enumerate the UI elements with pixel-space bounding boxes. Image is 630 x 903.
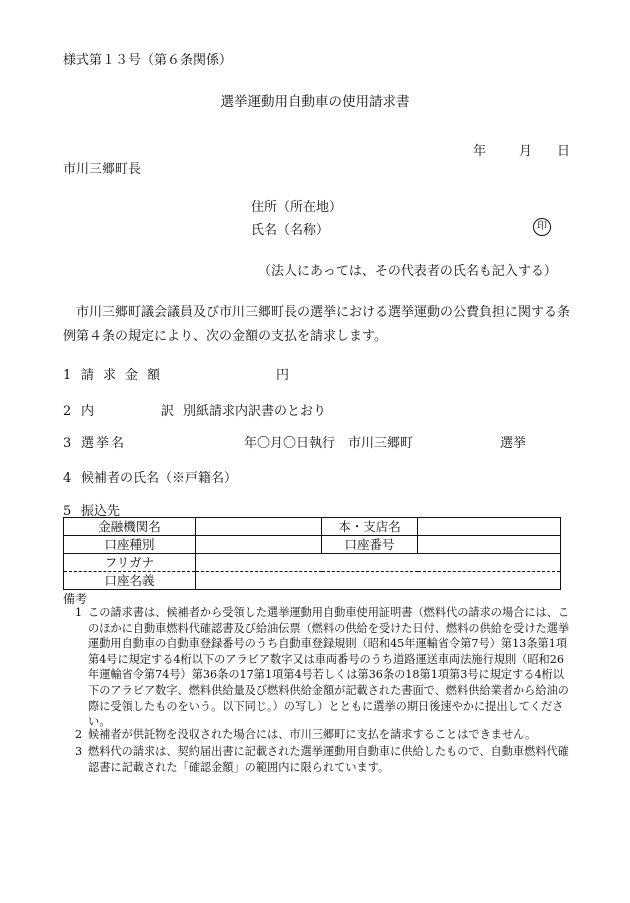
bank-name-cell[interactable]	[196, 518, 322, 536]
table-row	[64, 536, 561, 554]
branch-header: 本・支店名	[322, 518, 418, 536]
request-statement-text: 市川三郷町議会議員及び市川三郷町長の選挙における選挙運動の公費負担に関する条例第４条の規定により、次の金額の支払を請求します。	[63, 305, 571, 344]
item-candidate	[63, 467, 237, 486]
bank-transfer-table	[63, 517, 561, 590]
account-type-cell[interactable]	[196, 536, 322, 554]
item-number: 2	[63, 404, 72, 419]
item-amount-label: 請求金額	[81, 368, 170, 383]
table-row	[64, 518, 561, 536]
document-title: 選挙運動用自動車の使用請求書	[220, 94, 410, 110]
remark-item	[75, 605, 575, 730]
remark-number: 3	[75, 745, 83, 758]
item-amount	[63, 364, 289, 383]
date-line	[473, 140, 570, 159]
remark-text: この請求書は、候補者から受領した選挙運動用自動車使用証明書（燃料代の請求の場合には、このほかに自動車燃料代確認書及び給油伝票（燃料の供給を受けた日付、燃料の供給を受けた選挙運動用自動車の自動車登録番号のうち自動車登録規則（昭和45年運輸省令第7号）第13条第1項第4号に規定する4桁以下のアラビア数字又は車両番号のうち道路運送車両法施行規則（昭和26年運輸省令第74号）第36条の17第1項第4号若しくは第36条の18第1項第3号に規定する4桁以下のアラビア数字、燃料供給量及び燃料供給金額が記載された書面で、燃料供給業者から給油の際に受領したものをいう。以下同じ。）の写し）とともに選挙の期日後速やかに提出してください。	[88, 606, 570, 729]
account-holder-header: 口座名義	[64, 572, 196, 590]
name-label: 氏名（名称）	[251, 223, 330, 238]
item-election	[63, 432, 526, 451]
form-number: 様式第１３号（第６条関係）	[63, 53, 233, 68]
date-year-label: 年	[473, 144, 487, 159]
remark-number: 2	[75, 728, 83, 741]
date-day-label: 日	[557, 144, 571, 159]
item-election-municipality: 市川三郷町	[348, 436, 414, 451]
seal-mark: 印	[533, 218, 551, 236]
remark-item	[75, 727, 575, 743]
addressee: 市川三郷町長	[63, 162, 142, 177]
address-label: 住所（所在地）	[251, 200, 343, 215]
item-election-date: 年〇月〇日執行	[244, 436, 336, 451]
item-breakdown-label-a: 内	[81, 404, 95, 419]
bank-name-header: 金融機関名	[64, 518, 196, 536]
item-election-label: 選挙名	[81, 436, 127, 451]
account-holder-cell[interactable]	[196, 572, 561, 590]
table-row	[64, 554, 561, 572]
account-number-header: 口座番号	[322, 536, 418, 554]
table-row	[64, 572, 561, 590]
account-number-cell[interactable]	[418, 536, 561, 554]
furigana-cell[interactable]	[196, 554, 561, 572]
branch-cell[interactable]	[418, 518, 561, 536]
remark-item	[75, 744, 575, 775]
date-month-label: 月	[519, 144, 533, 159]
request-statement	[63, 301, 583, 349]
furigana-header: フリガナ	[64, 554, 196, 572]
corporation-note: （法人にあっては、その代表者の氏名も記入する）	[258, 264, 557, 279]
item-number: 5	[63, 504, 72, 519]
item-bank-label: 振込先	[81, 504, 121, 519]
item-number: 3	[63, 436, 72, 451]
remark-text: 候補者が供託物を没収された場合には、市川三郷町に支払を請求することはできません。	[88, 728, 537, 741]
item-breakdown	[63, 400, 326, 419]
account-type-header: 口座種別	[64, 536, 196, 554]
item-number: 4	[63, 471, 72, 486]
item-breakdown-label-b: 訳	[161, 404, 175, 419]
remarks-heading: 備考	[63, 592, 88, 606]
item-amount-unit: 円	[276, 368, 290, 383]
remark-number: 1	[75, 606, 83, 619]
item-breakdown-value: 別紙請求内訳書のとおり	[183, 404, 327, 419]
item-election-suffix: 選挙	[500, 436, 527, 451]
remark-text: 燃料代の請求は、契約届出書に記載された選挙運動用自動車に供給したもので、自動車燃料代確認書に記載された「確認金額」の範囲内に限られています。	[88, 745, 569, 774]
item-candidate-label: 候補者の氏名（※戸籍名）	[81, 471, 238, 486]
item-number: 1	[63, 368, 72, 383]
